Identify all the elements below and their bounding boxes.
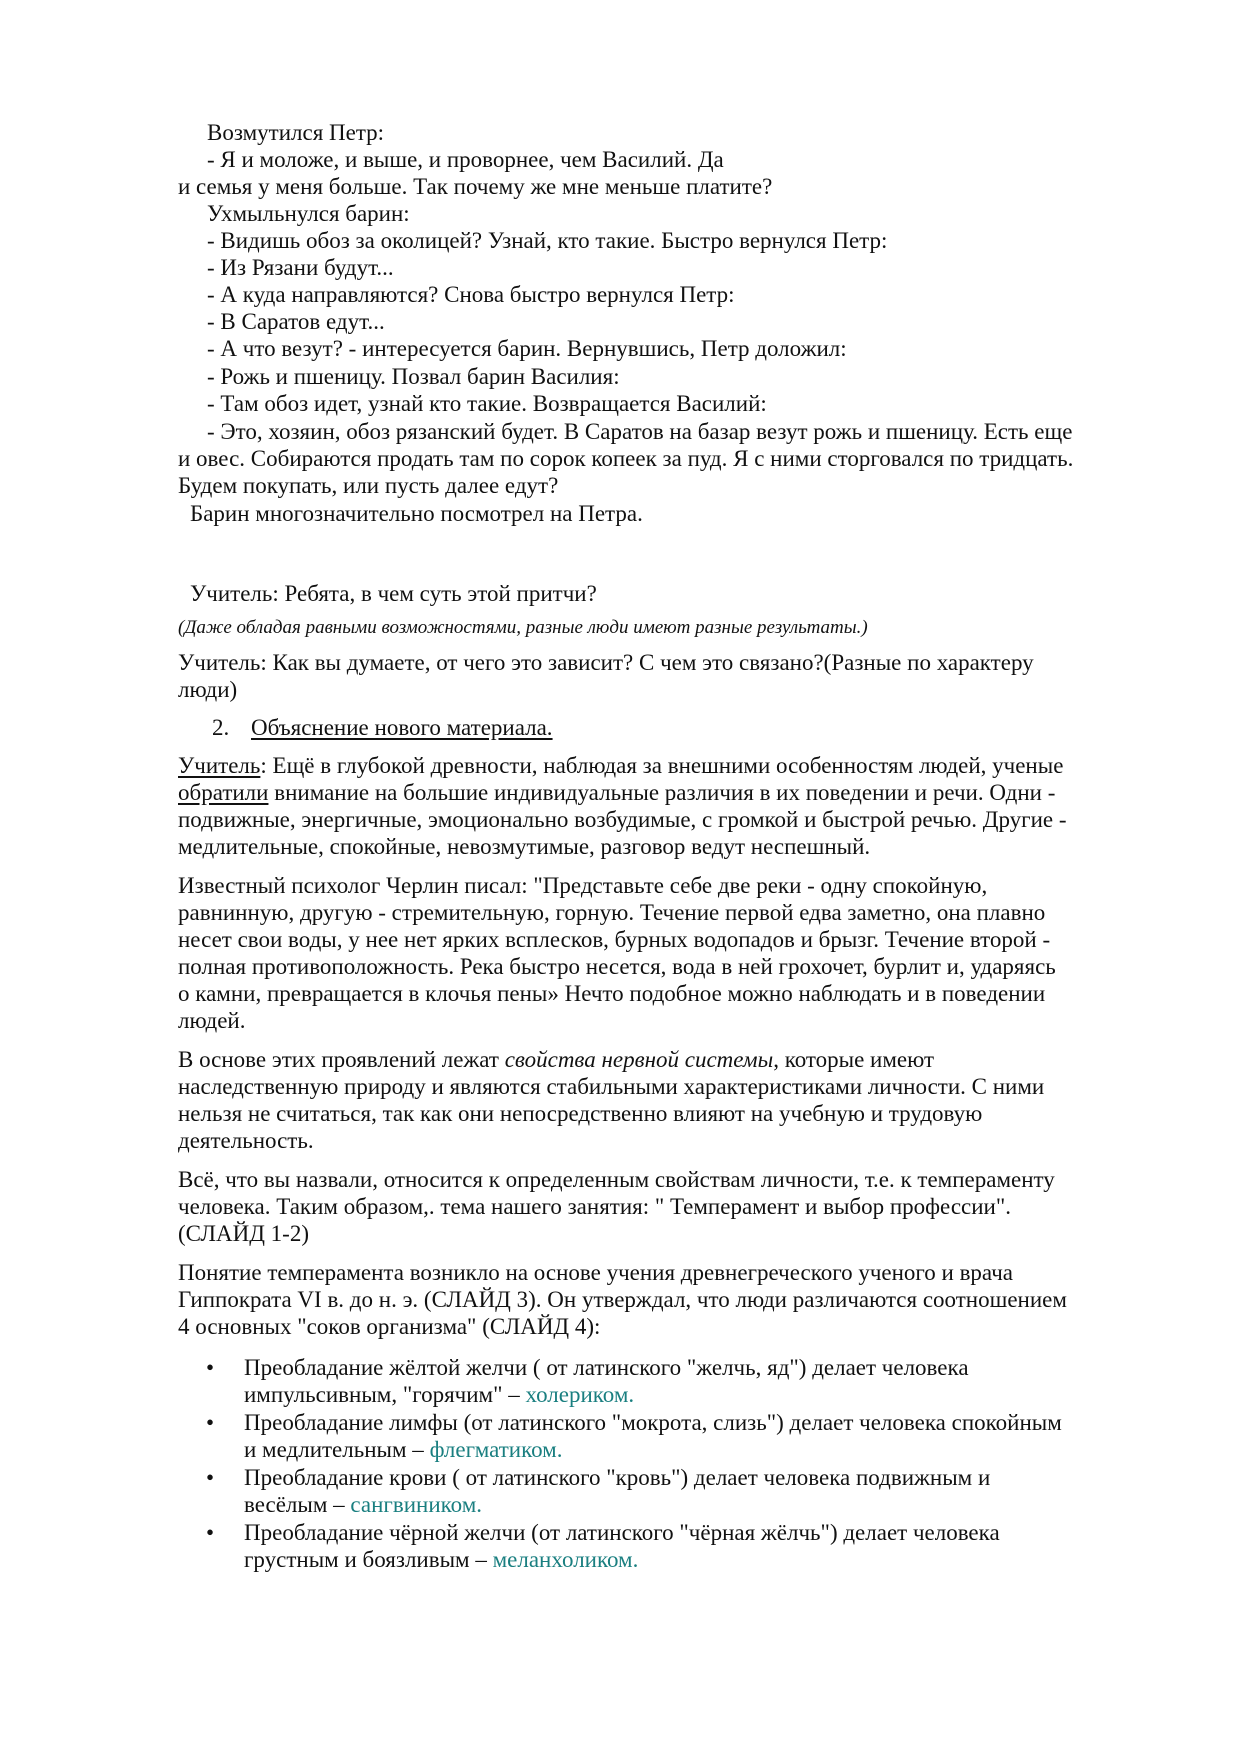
list-item-text: грустным и боязливым – xyxy=(244,1547,493,1572)
teacher-question: Учитель: Ребята, в чем суть этой притчи? xyxy=(190,581,597,606)
temperament-term: холериком. xyxy=(525,1382,635,1407)
paragraph-line: Понятие темперамента возникло на основе учения древнегреческого ученого и врача xyxy=(178,1260,1013,1285)
paragraph-text: , которые имеют xyxy=(773,1047,935,1072)
bullet-icon: • xyxy=(206,1520,215,1545)
parable-line: - А куда направляются? Снова быстро вернулся Петр: xyxy=(207,282,735,307)
list-item-text: и медлительным – xyxy=(244,1437,430,1462)
teacher-question-2: Учитель: Как вы думаете, от чего это зависит? С чем это связано?(Разные по характеру xyxy=(178,650,1034,675)
paragraph-line: Всё, что вы назвали, относится к определенным свойствам личности, т.е. к темпераменту xyxy=(178,1167,1055,1192)
italic-phrase: свойства нервной системы xyxy=(504,1047,774,1072)
bullet-icon: • xyxy=(206,1355,215,1380)
bullet-icon: • xyxy=(206,1410,215,1435)
speaker-label: Учитель xyxy=(178,753,261,778)
paragraph-line: несет свои воды, у нее нет ярких всплесков, бурных водопадов и брызг. Течение второй - xyxy=(178,927,1051,952)
paragraph-line: Известный психолог Черлин писал: "Представьте себе две реки - одну спокойную, xyxy=(178,873,988,898)
temperament-term: сангвиником. xyxy=(350,1492,483,1517)
parable-line: и овес. Собираются продать там по сорок копеек за пуд. Я с ними сторговался по тридцать. xyxy=(178,446,1074,471)
paragraph-line: наследственную природу и являются стабильными характеристиками личности. С ними xyxy=(178,1074,1045,1099)
paragraph-line xyxy=(178,1046,934,1074)
paragraph-line: полная противоположность. Река быстро несется, вода в ней грохочет, бурлит и, ударяясь xyxy=(178,954,1056,979)
paragraph-line: деятельность. xyxy=(178,1128,314,1153)
underlined-word: обратили xyxy=(178,780,269,805)
parable-line: - А что везут? - интересуется барин. Вернувшись, Петр доложил: xyxy=(207,336,847,361)
parable-line: - В Саратов едут... xyxy=(207,309,385,334)
parable-line: - Из Рязани будут... xyxy=(207,255,394,280)
list-item-line xyxy=(244,1491,482,1519)
parable-line: - Рожь и пшеницу. Позвал барин Василия: xyxy=(207,364,620,389)
parable-line: - Я и моложе, и выше, и проворнее, чем Василий. Да xyxy=(207,147,724,172)
section-title: Объяснение нового материала. xyxy=(251,715,553,740)
paragraph-line: о камни, превращается в клочья пены» Нечто подобное можно наблюдать и в поведении xyxy=(178,981,1046,1006)
paragraph-text: В основе этих проявлений лежат xyxy=(178,1047,505,1072)
paragraph-line: 4 основных "соков организма" (СЛАЙД 4): xyxy=(178,1314,601,1339)
parable-line: Ухмыльнулся барин: xyxy=(207,201,410,226)
paragraph-text: : Ещё в глубокой древности, наблюдая за внешними особенностям людей, ученые xyxy=(260,753,1064,778)
paragraph-line: (СЛАЙД 1-2) xyxy=(178,1221,310,1246)
list-item-line xyxy=(244,1381,634,1409)
section-number: 2. xyxy=(212,715,230,740)
paragraph-line: медлительные, спокойные, невозмутимые, разговор ведут неспешный. xyxy=(178,834,871,859)
list-item-text: импульсивным, "горячим" – xyxy=(244,1382,526,1407)
teacher-question-2: люди) xyxy=(178,677,238,702)
paragraph-line xyxy=(178,779,1055,807)
paragraph-line: нельзя не считаться, так как они непосредственно влияют на учебную и трудовую xyxy=(178,1101,983,1126)
paragraph-line xyxy=(178,752,1063,780)
list-item-line xyxy=(244,1436,562,1464)
list-item-line: Преобладание чёрной желчи (от латинского "чёрная жёлчь") делает человека xyxy=(244,1520,1000,1545)
parable-line: - Это, хозяин, обоз рязанский будет. В Саратов на базар везут рожь и пшеницу. Есть еще xyxy=(207,419,1073,444)
bullet-icon: • xyxy=(206,1465,215,1490)
list-item-line: Преобладание лимфы (от латинского "мокрота, слизь") делает человека спокойным xyxy=(244,1410,1062,1435)
paragraph-line: Гиппократа VI в. до н. э. (СЛАЙД 3). Он утверждал, что люди различаются соотношением xyxy=(178,1287,1067,1312)
list-item-line xyxy=(244,1546,638,1574)
parable-line: и семья у меня больше. Так почему же мне меньше платите? xyxy=(178,174,773,199)
paragraph-line: подвижные, энергичные, эмоционально возбудимые, с громкой и быстрой речью. Другие - xyxy=(178,807,1067,832)
temperament-term: меланхоликом. xyxy=(492,1547,639,1572)
temperament-term: флегматиком. xyxy=(429,1437,563,1462)
list-item-text: весёлым – xyxy=(244,1492,351,1517)
paragraph-text: внимание на большие индивидуальные различия в их поведении и речи. Одни - xyxy=(268,780,1056,805)
paragraph-line: людей. xyxy=(178,1008,246,1033)
parable-line: Барин многозначительно посмотрел на Петра. xyxy=(190,501,643,526)
answer-note: (Даже обладая равными возможностями, разные люди имеют разные результаты.) xyxy=(178,617,868,638)
parable-line: - Там обоз идет, узнай кто такие. Возвращается Василий: xyxy=(207,391,767,416)
paragraph-line: человека. Таким образом,. тема нашего занятия: " Темперамент и выбор профессии". xyxy=(178,1194,1012,1219)
parable-line: Будем покупать, или пусть далее едут? xyxy=(178,473,559,498)
list-item-line: Преобладание жёлтой желчи ( от латинского "желчь, яд") делает человека xyxy=(244,1355,969,1380)
parable-line: - Видишь обоз за околицей? Узнай, кто такие. Быстро вернулся Петр: xyxy=(207,228,888,253)
parable-line: Возмутился Петр: xyxy=(207,120,385,145)
list-item-line: Преобладание крови ( от латинского "кровь") делает человека подвижным и xyxy=(244,1465,991,1490)
paragraph-line: равнинную, другую - стремительную, горную. Течение первой едва заметно, она плавно xyxy=(178,900,1046,925)
